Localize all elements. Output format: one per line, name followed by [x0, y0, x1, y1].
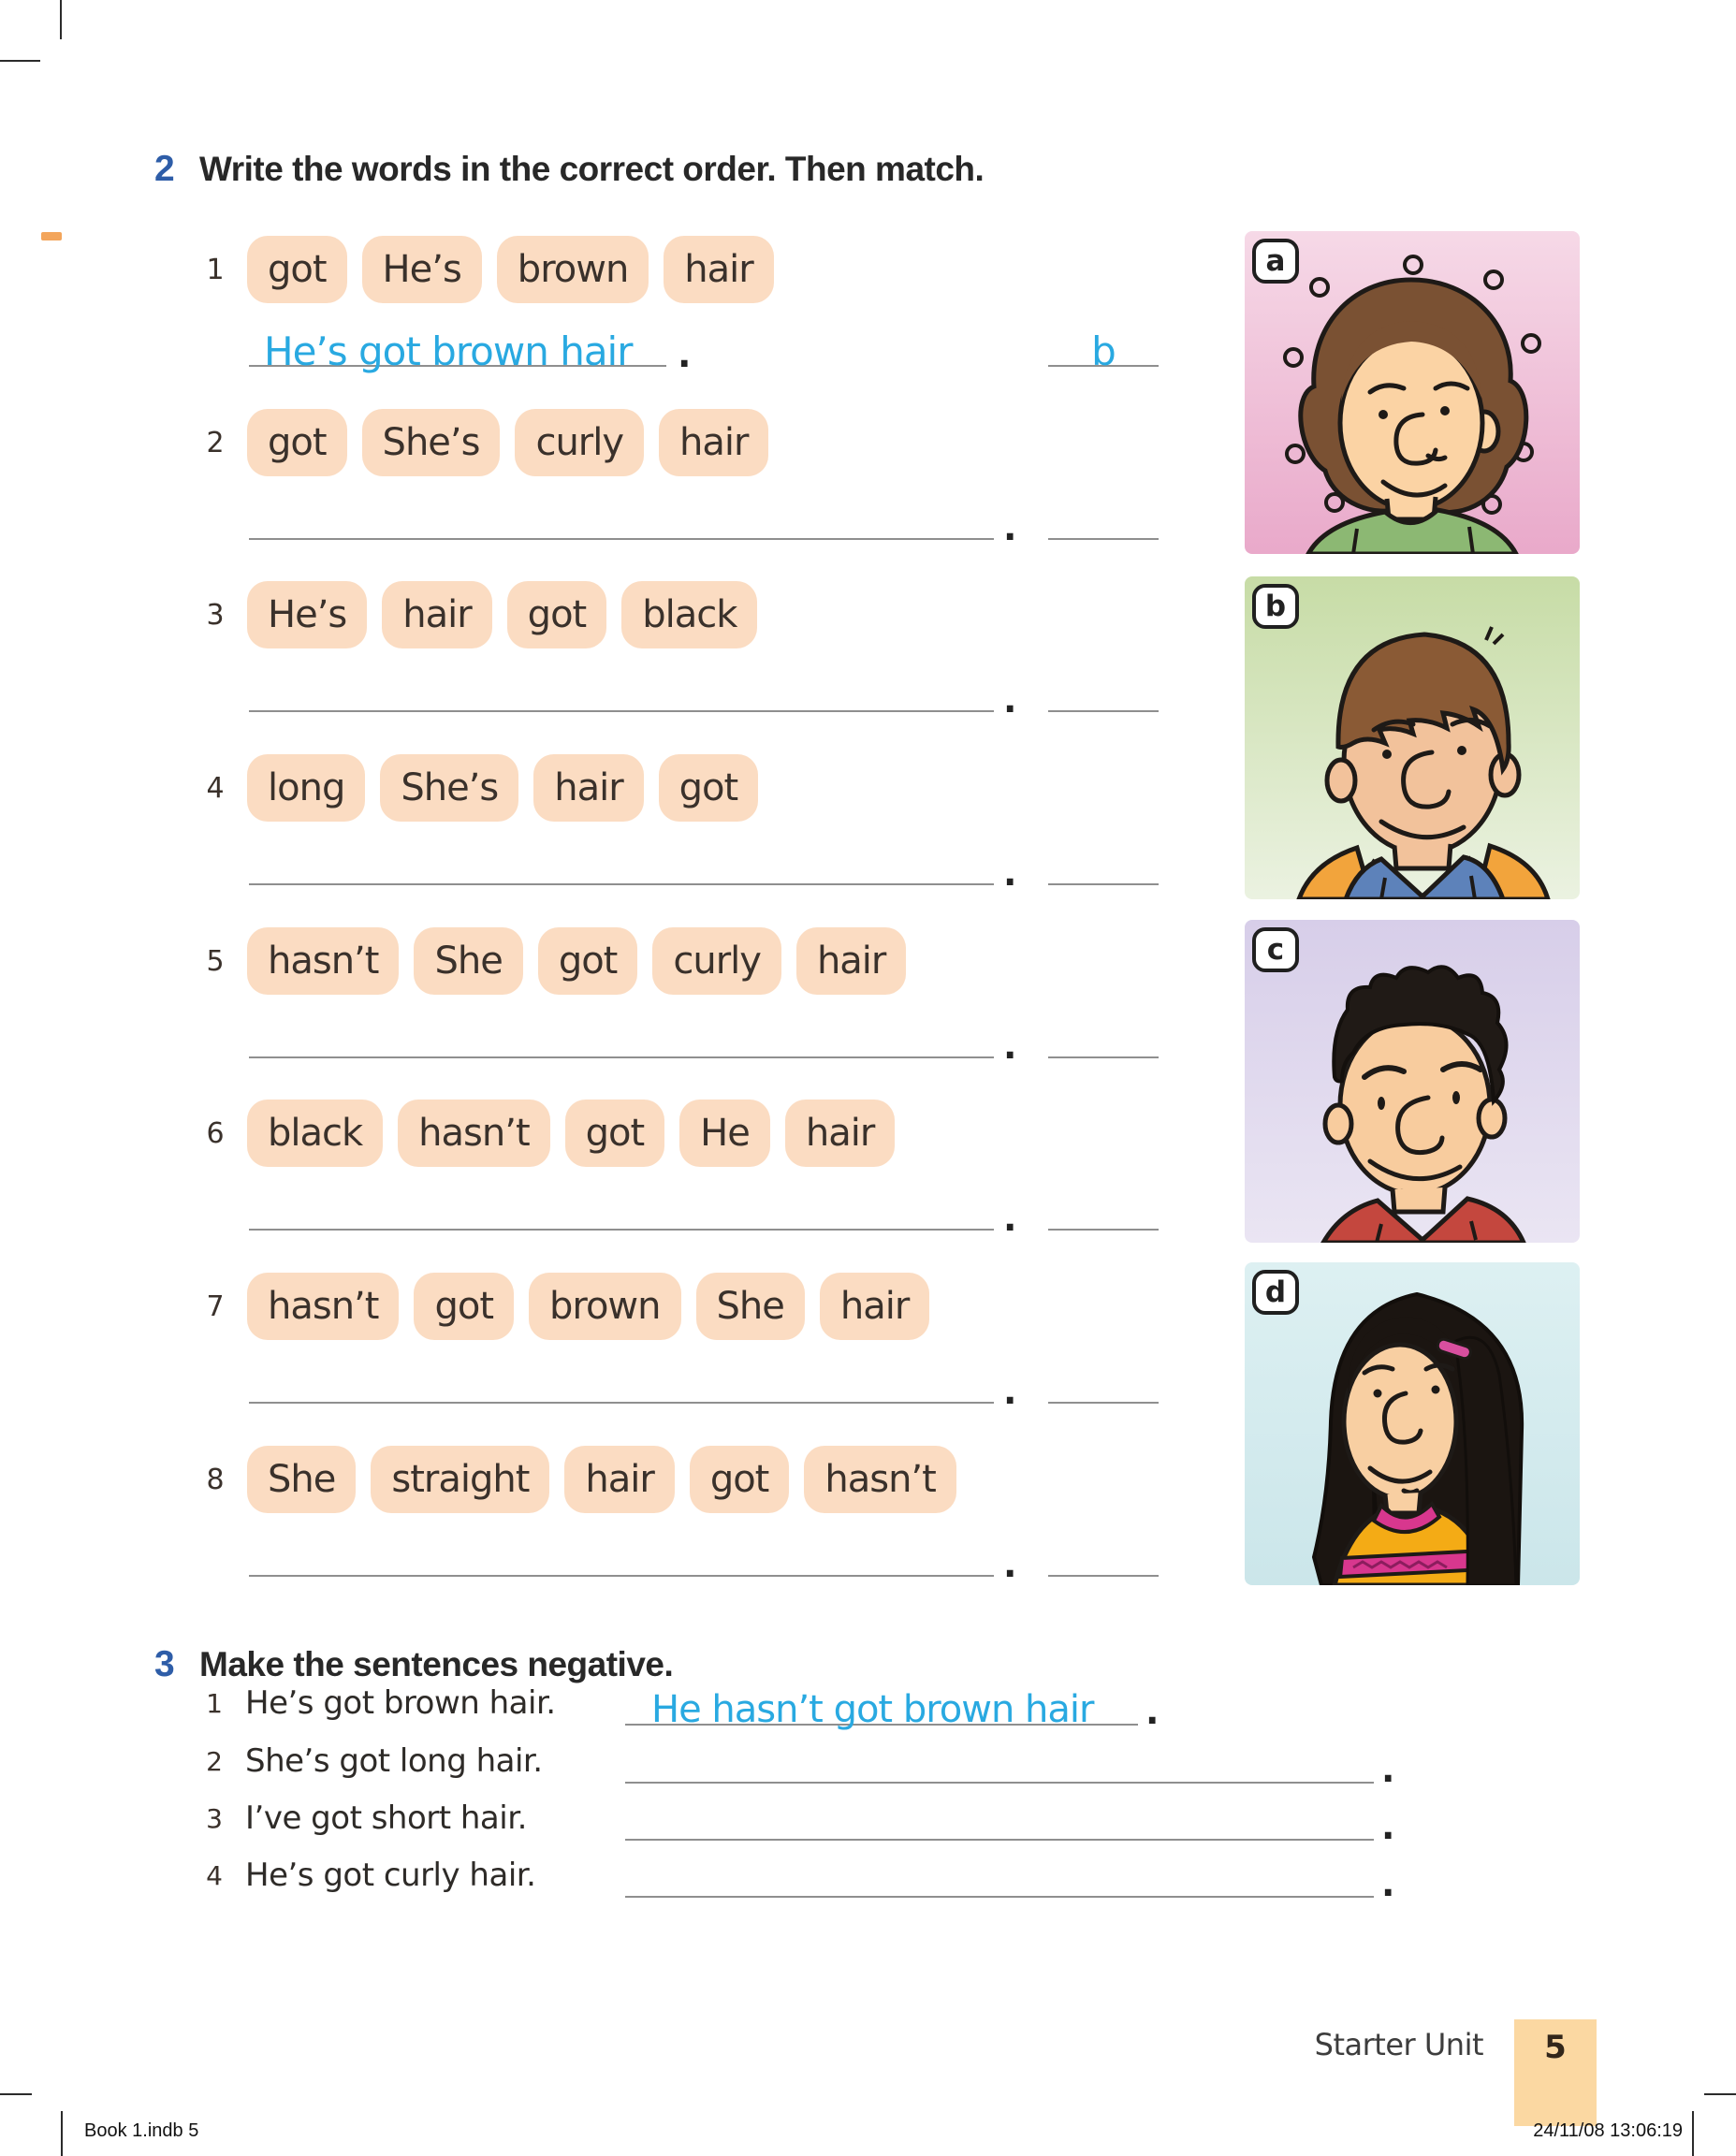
answer-line[interactable]	[249, 493, 994, 540]
word-chip: hasn’t	[247, 927, 399, 995]
period: .	[1003, 1198, 1017, 1239]
ex2-item-6-chips	[200, 1100, 910, 1167]
word-chip: hair	[564, 1446, 674, 1513]
word-chip: She	[696, 1273, 805, 1340]
word-chip: got	[538, 927, 638, 995]
answer-line[interactable]	[625, 1796, 1374, 1841]
period: .	[1003, 1371, 1017, 1412]
word-chip: brown	[529, 1273, 681, 1340]
word-chip: brown	[497, 236, 649, 303]
word-chip: She	[414, 927, 522, 995]
match-line[interactable]	[1048, 1530, 1159, 1577]
match-line[interactable]	[1048, 665, 1159, 712]
word-chip: He’s	[247, 581, 367, 648]
word-chip: hasn’t	[804, 1446, 956, 1513]
crop-mark	[60, 0, 62, 39]
item-number: 1	[206, 1687, 223, 1719]
ex3-item-1-answer	[0, 1681, 1736, 1732]
ex2-item-8-chips	[200, 1446, 971, 1513]
match-line[interactable]	[1048, 493, 1159, 540]
portrait-letter: c	[1266, 933, 1285, 967]
answer-line[interactable]	[625, 1681, 1138, 1731]
period: .	[1003, 852, 1017, 894]
word-chip: black	[247, 1100, 383, 1167]
portrait-letter: b	[1264, 590, 1287, 623]
word-chip: hasn’t	[398, 1100, 549, 1167]
item-number: 8	[206, 1463, 225, 1496]
ex2-item-7-chips	[200, 1273, 944, 1340]
period: .	[1145, 1691, 1160, 1732]
word-chip: She’s	[380, 754, 518, 822]
answer-line[interactable]	[249, 1184, 994, 1231]
word-chip: got	[565, 1100, 665, 1167]
word-chip: She’s	[362, 409, 501, 476]
item-number: 2	[206, 1745, 223, 1777]
word-chip: hair	[820, 1273, 929, 1340]
ex2-item-4-chips	[200, 754, 773, 822]
portrait-card-b	[1245, 576, 1580, 899]
crop-mark	[1704, 2093, 1736, 2095]
word-chip: hair	[533, 754, 643, 822]
match-line[interactable]	[1048, 320, 1159, 374]
ex2-item-3-chips	[200, 581, 772, 648]
word-chip: curly	[652, 927, 781, 995]
item-number: 4	[206, 1859, 223, 1891]
item-number: 5	[206, 944, 225, 978]
answer-line[interactable]	[249, 665, 994, 712]
exercise3-title: Make the sentences negative.	[199, 1645, 674, 1683]
word-chip: hair	[382, 581, 491, 648]
item-number: 6	[206, 1116, 225, 1150]
sentence-text: He’s got brown hair.	[245, 1684, 556, 1722]
ex2-item-1-chips	[200, 236, 789, 303]
portrait-card-c	[1245, 920, 1580, 1243]
print-filename: Book 1.indb 5	[84, 2120, 199, 2141]
word-chip: long	[247, 754, 365, 822]
ex2-item-5-chips	[200, 927, 921, 995]
word-chip: got	[247, 409, 347, 476]
portrait-letter: d	[1264, 1275, 1287, 1309]
answer-text: He’s got brown hair	[264, 328, 633, 374]
word-chip: black	[621, 581, 757, 648]
item-number: 1	[206, 253, 225, 286]
match-letter: b	[1091, 328, 1116, 374]
exercise2-number: 2	[154, 149, 175, 189]
ex3-item-2-answer	[0, 1739, 1736, 1790]
portrait-card-a	[1245, 231, 1580, 554]
exercise2-heading	[154, 148, 984, 191]
answer-line[interactable]	[625, 1739, 1374, 1784]
item-number: 3	[206, 1802, 223, 1834]
match-line[interactable]	[1048, 1357, 1159, 1404]
period: .	[1381, 1863, 1395, 1904]
crop-mark	[0, 2093, 32, 2095]
crop-mark	[0, 60, 40, 62]
ex3-item-4-answer	[0, 1853, 1736, 1904]
word-chip: He’s	[362, 236, 482, 303]
portrait-label	[1252, 927, 1299, 972]
answer-line[interactable]	[625, 1853, 1374, 1898]
word-chip: got	[507, 581, 607, 648]
word-chip: hair	[796, 927, 906, 995]
portrait-label	[1252, 239, 1299, 284]
item-number: 2	[206, 426, 225, 459]
page-number-box	[1514, 2019, 1597, 2126]
ex2-item-2-chips	[200, 409, 783, 476]
page-number: 5	[1544, 2029, 1567, 2066]
margin-dash	[41, 232, 62, 240]
unit-label: Starter Unit	[1314, 2027, 1483, 2062]
answer-line[interactable]	[249, 838, 994, 885]
portrait-label	[1252, 1270, 1299, 1315]
word-chip: got	[690, 1446, 790, 1513]
word-chip: got	[659, 754, 759, 822]
word-chip: She	[247, 1446, 356, 1513]
item-number: 7	[206, 1289, 225, 1323]
answer-line[interactable]	[249, 1012, 994, 1058]
answer-line[interactable]	[249, 320, 666, 374]
ex3-item-3-answer	[0, 1796, 1736, 1847]
portrait-card-d	[1245, 1262, 1580, 1585]
period: .	[1003, 1026, 1017, 1067]
answer-text: He hasn’t got brown hair	[651, 1688, 1094, 1731]
crop-mark	[1692, 2111, 1694, 2156]
exercise3-number: 3	[154, 1644, 175, 1684]
word-chip: hair	[664, 236, 773, 303]
word-chip: got	[247, 236, 347, 303]
answer-line[interactable]	[249, 1530, 994, 1577]
answer-line[interactable]	[249, 1357, 994, 1404]
period: .	[1003, 1544, 1017, 1585]
word-chip: curly	[515, 409, 644, 476]
item-number: 3	[206, 598, 225, 632]
word-chip: He	[679, 1100, 770, 1167]
exercise2-title: Write the words in the correct order. Then match.	[199, 150, 985, 188]
match-line[interactable]	[1048, 1184, 1159, 1231]
match-line[interactable]	[1048, 838, 1159, 885]
print-timestamp: 24/11/08 13:06:19	[1533, 2120, 1683, 2141]
period: .	[678, 334, 692, 375]
word-chip: got	[414, 1273, 514, 1340]
match-line[interactable]	[1048, 1012, 1159, 1058]
word-chip: hair	[785, 1100, 895, 1167]
period: .	[1003, 679, 1017, 721]
portrait-label	[1252, 584, 1299, 629]
word-chip: hair	[659, 409, 768, 476]
sentence-text: He’s got curly hair.	[245, 1857, 536, 1894]
item-number: 4	[206, 771, 225, 805]
period: .	[1381, 1806, 1395, 1847]
period: .	[1381, 1749, 1395, 1790]
sentence-text: She’s got long hair.	[245, 1742, 543, 1780]
word-chip: hasn’t	[247, 1273, 399, 1340]
sentence-text: I’ve got short hair.	[245, 1799, 527, 1837]
word-chip: straight	[371, 1446, 549, 1513]
portrait-letter: a	[1265, 244, 1286, 278]
period: .	[1003, 507, 1017, 548]
crop-mark	[61, 2111, 63, 2156]
